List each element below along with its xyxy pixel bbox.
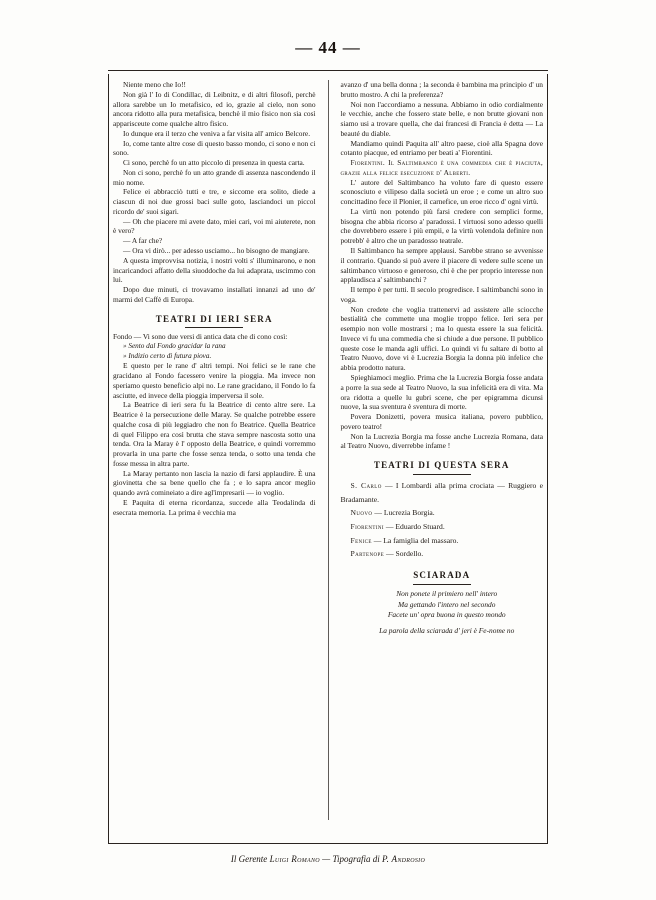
theatre-program: — Sordello. [386, 549, 424, 559]
list-item [340, 534, 543, 548]
right-column [340, 80, 543, 820]
paragraph: Non credete che voglia trattenervi ad assistere alle sciocche bestialità che commette una moglie troppo felice. Ieri sera per esempio non volle mostrarsi ; ma lo questa essere la sua felicità. Invece vi fu una commedia che si chiude a due persone. Il pubblico queste cose le manda agli uffici. Lo quindi vi fu saltare di botto al Teatro Nuovo, dove vi è Lucrezia Borgia la donna più infelice che abbia prodotto natura. [340, 304, 543, 373]
paragraph: Fondo — Vi sono due versi di antica data che di cono così: [113, 332, 288, 342]
paragraph: Mandiamo quindi Paquita all' altro paese, cioè alla Spagna dove cotanto piacque, ed entriamo per beati a' Fiorentini. [340, 138, 543, 158]
sciarada-line: Ma gettando l'intero nel secondo [398, 599, 496, 609]
theatre-name: Partenope [350, 549, 385, 559]
sciarada-answer: La parola della sciarada d' jeri è Fe-nome no [379, 625, 515, 635]
paragraph: E Paquita di eterna ricordanza, succede alla Teodalinda di esecrata memoria. La prima è vecchia ma [113, 497, 316, 517]
paragraph: avanzo d' una bella donna ; la seconda è bambina ma principio d' un brutto mostro. A chi la preferenza? [340, 80, 543, 99]
theatre-program: — I Lombardi alla prima crociata — Ruggiero e Bradamante. [340, 480, 543, 504]
list-item [340, 479, 543, 506]
left-column [113, 80, 316, 820]
paragraph: A questa improvvisa notizia, i nostri volti s' illuminarono, e non incaricandoci affatto della siuoddoche da lui adaprata, uscimmo con lui. [113, 255, 316, 285]
colophon-manager: Luigi Romano [269, 854, 320, 864]
theatre-program: — La famiglia del massaro. [373, 535, 459, 545]
colophon-printer: P. Androsio [381, 854, 426, 864]
theatre-program: — Eduardo Stuard. [385, 521, 445, 531]
paragraph: E questo per le rane d' altri tempi. Noi felici se le rane che gracidano al Fondo facessero venire la pioggia. Ma invece non speriamo questo beneficio alpi no. Le rane gracidano, il Fondo lo fa asciutte, ed invece della pioggia imperversa il sole. [113, 361, 316, 400]
paragraph: Il Saltimbanco ha sempre applausi. Sarebbe strano se avvenisse il contrario. Quando si può avere il piacere di vedere sulle scene un saltimbanco virtuoso e generoso, chi è che per proprio interesse non applaudisca a' saltimbanchi ? [340, 246, 543, 285]
verse-line: » Sento dal Fondo gracidar la rana [123, 342, 226, 351]
paragraph: Dopo due minuti, ci trovavamo installati innanzi ad uno de' marmi del Caffè di Europa. [113, 285, 316, 304]
paragraph: Niente meno che Io!! [123, 80, 186, 89]
colophon-prefix: Il Gerente [230, 854, 270, 864]
sciarada-riddle [340, 589, 543, 621]
theatre-name: Nuovo [350, 508, 373, 518]
paragraph: — A far che? [123, 236, 163, 246]
paragraph: Non già l' Io di Condillac, di Leibnitz, e di altri filosofi, perchè allora sarebbe un Io metafisico, ed io, grazie al cielo, non sono ancora ridotto alla pura metafisica, benchè il mio fisico non sia così apparisceute come qualche altro fisico. [113, 89, 316, 129]
paragraph: — Ora vi dirò... per adesso usciamo... ho bisogno de mangiare. [123, 246, 310, 256]
colophon [0, 854, 656, 864]
paragraph: Io, come tante altre cose di questo basso mondo, ci sono e non ci sono. [113, 138, 316, 158]
paragraph: Il tempo è per tutti. Il secolo progredisce. I saltimbanchi sono in voga. [340, 285, 543, 304]
paragraph: Io dunque era il terzo che veniva a far visita all' amico Belcore. [123, 128, 311, 138]
paragraph: La virtù non potendo più farsi credere con semplici forme, bisogna che abbia ricorso a' paradossi. I virtuosi sono adesso quelli che dovrebbero essere i più empii, e la virtù volendola definire non potrebb' è altro che un paradosso teatrale. [340, 206, 543, 246]
paragraph-fiorentini: Fiorentini. Il Saltimbanco è una commedia che è piaciuta, grazie alla felice esecuzione d' Alberti. [340, 158, 543, 177]
verse-line: » Indizio certo di futura piova. [123, 351, 212, 360]
columns-container [113, 80, 543, 820]
paragraph: Spieghiamoci meglio. Prima che la Lucrezia Borgia fosse andata a porre la sua sede al Teatro Nuovo, la sua infelicità era di vita. Ma ora ridotta a quelle lu gubri scene, che per epigramma dicunsi nuove, la sua sventura è sventura di morte. [340, 372, 543, 412]
paragraph: Felice ei abbracciò tutti e tre, e siccome era solito, diede a ciascun di noi due grossi baci sulle goto, lasciandoci un piccol ricordo de' suoi sigari. [113, 187, 316, 216]
paragraph: Non ci sono, perchè fo un atto grande di assenza nascondendo il mio nome. [113, 167, 316, 187]
section-title-teatri-ieri: TEATRI DI IERI SERA [155, 313, 273, 324]
section-rule [413, 584, 471, 585]
paragraph: — Oh che piacere mi avete dato, miei cari, voi mi aiuterete, non è vero? [113, 216, 316, 236]
theatre-name: Fenice [350, 535, 372, 545]
paragraph: L' autore del Saltimbanco ha voluto fare di questo essere sconosciuto e vilipeso dalla società un eroe ; e come un altro suo concittadino fece il Plonier, il carnefice, un eroe ricco d' ogni virtù. [340, 177, 543, 207]
top-rule [108, 70, 548, 71]
theatre-program: — Lucrezia Borgia. [374, 508, 435, 518]
bottom-rule [108, 843, 548, 844]
paragraph: La Maray pertanto non lascia la nazio di farsi applaudire. È una giovinetta che sa bene quello che fa ; e lo sapra ancor meglio quando avrà comineiato a dire agl'impresarii — io voglio. [113, 468, 316, 498]
paragraph: Noi non l'accordiamo a nessuna. Abbiamo in odio cordialmente le vecchie, anche che fossero state belle, e non brutte giovani non siamo usi a trovare quella, che dai francesi di Francia è detta — La beauté du diable. [340, 99, 543, 138]
colophon-printer-label: Tipografia di [332, 854, 382, 864]
list-item [340, 506, 543, 520]
section-title-sciarada: SCIARADA [413, 569, 471, 580]
paragraph: Povera Donizetti, povera musica italiana, povero pubblico, povero teatro! [340, 412, 543, 431]
section-title-teatri-questa-sera: TEATRI DI QUESTA SERA [373, 460, 510, 471]
paragraph: Ci sono, perchè fo un atto piccolo di presenza in questa carta. [123, 158, 305, 168]
section-rule [185, 327, 243, 328]
sciarada-line: Facete un' opra buona in questo mondo [387, 610, 506, 620]
list-item [340, 520, 543, 534]
page-number: — 44 — [295, 38, 361, 57]
colophon-separator: — [319, 854, 333, 864]
sciarada-line: Non ponete il primiero nell' intero [396, 588, 498, 598]
section-rule [413, 474, 471, 475]
theatre-name: Fiorentini [350, 521, 384, 531]
column-divider [328, 80, 329, 820]
paragraph: La Beatrice di ieri sera fu la Beatrice di cento altre sere. La Beatrice è la persecuzione delle Maray. Se qualche potrebbe essere qualche cosa di più leggiadro che non fo Beatrice. Quella Beatrice di quel Filippo era così brutta che stava sempre nascosta sotto una tenda. Ora la Maray è l' opposto della Beatrice, e quindi vorremmo provarla in una parte che fosse senza tenda, o sotto una tenda che fosse messa in altra parte. [113, 400, 316, 468]
paragraph: Non la Lucrezia Borgia ma fosse anche Lucrezia Romana, data al Teatro Nuovo, diverrebbe infame ! [340, 431, 543, 451]
theatre-name: S. Carlo [350, 480, 382, 490]
list-item [340, 547, 543, 561]
